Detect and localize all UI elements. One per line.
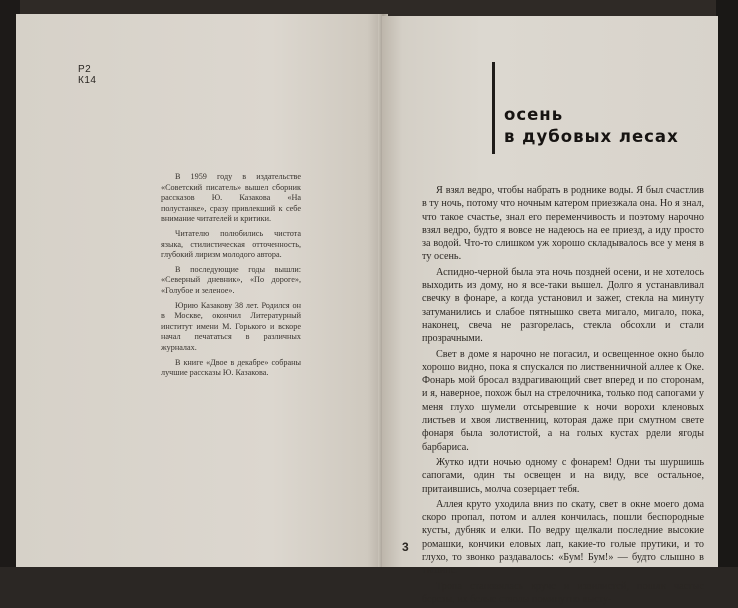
annotation-paragraph: В книге «Двое в декабре» собраны лучшие рассказы Ю. Казакова. xyxy=(161,357,301,378)
annotation-paragraph: В последующие годы вышли: «Северный дневник», «По дороге», «Голубое и зеленое». xyxy=(161,264,301,295)
left-page xyxy=(16,14,382,567)
annotation-paragraph: Читателю полюбились чистота языка, стилистическая отточенность, глубокий лиризм молодого автора. xyxy=(161,228,301,260)
story-paragraph: Аспидно-черной была эта ночь поздней осени, и не хотелось выходить из дому, но я все-таки вышел. Долго я устанавливал свечку в фонаре, а когда установил и зажег, стекла на минуту затуманились и слабое пятнышко света мигало, мигало, пока, наконец, свеча не разгорелась, стекла обсохли и стали прозрачными. xyxy=(422,266,704,345)
annotation-paragraph: Юрию Казакову 38 лет. Родился он в Москве, окончил Литературный институт имени М. Горького и вскоре начал печататься в различных журналах. xyxy=(161,300,301,352)
classification-code: Р2 xyxy=(78,64,92,75)
annotation-paragraph: В 1959 году в издательстве «Советский писатель» вышел сборник рассказов Ю. Казакова «На полустанке», сразу привлекший к себе внимание читателей и критики. xyxy=(161,172,301,224)
classification-code: К14 xyxy=(78,75,97,86)
story-title-line: осень xyxy=(504,105,564,124)
story-paragraph: Аллея круто уходила вниз по скату, свет в окне моего дома скоро пропал, потом и аллея кончилась, пошли беспородные кусты, дубняк и елки. По ведру щелкали последние высокие ромашки, кончики еловых лап, какие-то голые прутики, и то глухо, то звонко раздавалось: «Бум! Бум!» — будто слышно в тишине. xyxy=(422,498,704,577)
story-title-line: в дубовых лесах xyxy=(504,127,679,146)
title-rule xyxy=(492,62,495,154)
story-paragraph: Тропа становилась круче и извилистей, пошли частые березы, их белые стволы поминутно высту- xyxy=(422,580,704,605)
story-title xyxy=(504,104,679,148)
story-paragraph: Свет в доме я нарочно не погасил, и освещенное окно было хорошо видно, пока я спускался по лиственничной аллее к Оке. Фонарь мой бросал вздрагивающий свет вперед и по сторонам, и я, наверное, похож был на стрелочника, только под сапогами у меня глухо шумели отсыревшие к ночи ворохи кленовых листьев и хвоя лиственниц, которая даже при смутном свете фонаря была золотистой, а на голых кустах рдели ягоды барбариса. xyxy=(422,348,704,453)
page-number: 3 xyxy=(402,540,409,554)
story-paragraph: Я взял ведро, чтобы набрать в роднике воды. Я был счастлив в ту ночь, потому что ночным катером приезжала она. Но я знал, что такое счастье, знал его переменчивость и поэтому нарочно взял ведро, будто я вовсе не надеюсь на ее приезд, а иду просто за водой. Что-то слишком уж хорошо складывалось все у меня в ту осень. xyxy=(422,185,704,263)
story-paragraph: Жутко идти ночью одному с фонарем! Одни ты шуршишь сапогами, один ты освещен и на виду, все остальное, притаившись, молча созерцает тебя. xyxy=(422,456,704,495)
classification-codes xyxy=(78,64,96,86)
story-body xyxy=(422,184,704,608)
book-cover-right-edge xyxy=(716,0,738,567)
right-page xyxy=(382,16,718,605)
book-annotation xyxy=(161,172,301,383)
